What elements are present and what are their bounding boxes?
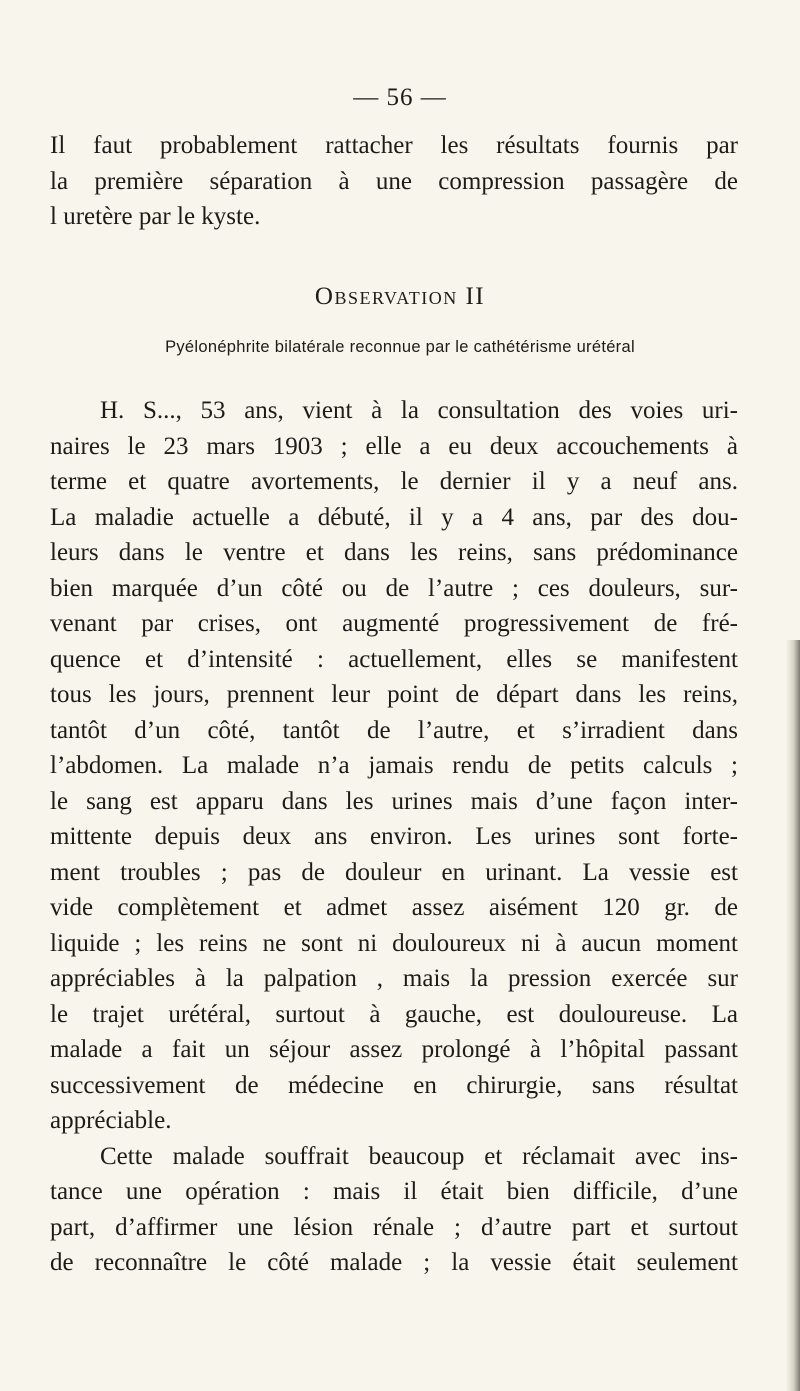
text-line: l’abdomen. La malade n’a jamais rendu de petits calculs ; xyxy=(50,752,738,779)
observation-subtitle: Pyélonéphrite bilatérale reconnue par le cathétérisme urétéral xyxy=(165,338,635,356)
text-line: mittente depuis deux ans environ. Les urines sont forte- xyxy=(50,823,738,850)
text-line: la première séparation à une compression passagère de xyxy=(50,167,738,195)
text-line: le sang est apparu dans les urines mais d’une façon inter- xyxy=(50,787,738,815)
text-line: malade a fait un séjour assez prolongé à l’hôpital passant xyxy=(50,1036,738,1063)
text-line: venant par crises, ont augmenté progressivement de fré- xyxy=(50,610,738,637)
text-line: l uretère par le kyste. xyxy=(50,203,261,230)
text-line: leurs dans le ventre et dans les reins, sans prédominance xyxy=(50,539,738,566)
observation-title: Observation II xyxy=(314,283,486,310)
page-edge-shadow xyxy=(786,640,800,1391)
text-line: Cette malade souffrait beaucoup et réclamait avec ins- xyxy=(100,1142,738,1170)
text-line: La maladie actuelle a débuté, il y a 4 ans, par des dou- xyxy=(50,503,738,531)
page-number: — 56 — xyxy=(353,84,447,111)
text-line: ment troubles ; pas de douleur en urinant. La vessie est xyxy=(50,858,738,886)
text-line: part, d’affirmer une lésion rénale ; d’autre part et surtout xyxy=(50,1213,738,1241)
text-line: appréciables à la palpation , mais la pression exercée sur xyxy=(50,965,738,992)
text-line: tance une opération : mais il était bien difficile, d’une xyxy=(50,1178,738,1205)
intro-paragraph xyxy=(50,128,738,235)
body-paragraphs xyxy=(50,393,738,1281)
text-line: liquide ; les reins ne sont ni douloureux ni à aucun moment xyxy=(50,929,738,957)
text-line: tantôt d’un côté, tantôt de l’autre, et s’irradient dans xyxy=(50,716,738,744)
text-line: le trajet urétéral, surtout à gauche, est douloureuse. La xyxy=(50,1000,738,1028)
text-line: bien marquée d’un côté ou de l’autre ; ces douleurs, sur- xyxy=(50,574,738,602)
text-line: terme et quatre avortements, le dernier il y a neuf ans. xyxy=(50,468,738,495)
text-line: H. S..., 53 ans, vient à la consultation des voies uri- xyxy=(100,397,738,424)
text-line: appréciable. xyxy=(50,1107,172,1134)
text-line: successivement de médecine en chirurgie, sans résultat xyxy=(50,1071,738,1099)
text-line: quence et d’intensité : actuellement, elles se manifestent xyxy=(50,645,738,673)
text-line: naires le 23 mars 1903 ; elle a eu deux accouchements à xyxy=(50,432,738,460)
text-line: de reconnaître le côté malade ; la vessie était seulement xyxy=(50,1249,738,1276)
text-line: Il faut probablement rattacher les résultats fournis par xyxy=(50,132,738,159)
text-line: vide complètement et admet assez aisément 120 gr. de xyxy=(50,894,738,921)
text-line: tous les jours, prennent leur point de départ dans les reins, xyxy=(50,681,738,708)
